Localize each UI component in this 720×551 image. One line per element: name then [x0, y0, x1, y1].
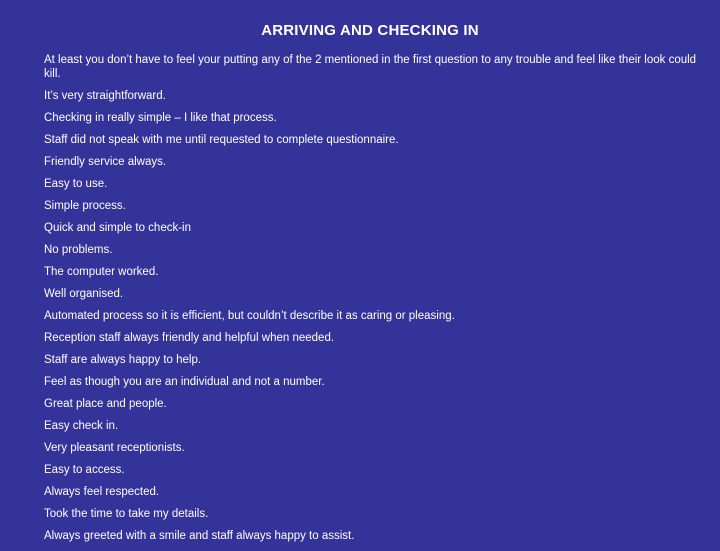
comment-item: Well organised. — [44, 288, 124, 300]
comment-item: Easy to access. — [44, 464, 125, 476]
comment-item: Always feel respected. — [44, 486, 160, 498]
comment-item: No problems. — [44, 244, 113, 256]
comment-item: Easy to use. — [44, 178, 108, 190]
comment-item: Friendly service always. — [44, 156, 167, 168]
comment-item: Always greeted with a smile and staff always happy to assist. — [44, 530, 355, 542]
comment-item: Quick and simple to check-in — [44, 222, 192, 234]
comment-item: The computer worked. — [44, 266, 159, 278]
comment-list — [44, 53, 704, 551]
comment-item: At least you don’t have to feel your putting any of the 2 mentioned in the first question to any trouble and feel like their look could kill. — [44, 54, 697, 80]
comment-item: Took the time to take my details. — [44, 508, 209, 520]
slide-title: ARRIVING AND CHECKING IN — [261, 22, 479, 39]
comment-item: Easy check in. — [44, 420, 119, 432]
comment-item: Reception staff always friendly and helpful when needed. — [44, 332, 335, 344]
comment-item: Feel as though you are an individual and not a number. — [44, 376, 325, 388]
comment-item: Staff are always happy to help. — [44, 354, 202, 366]
comment-item: Staff did not speak with me until requested to complete questionnaire. — [44, 134, 399, 146]
comment-item: It’s very straightforward. — [44, 90, 166, 102]
comment-item: Very pleasant receptionists. — [44, 442, 185, 454]
comment-item: Checking in really simple – I like that process. — [44, 112, 277, 124]
comment-item: Simple process. — [44, 200, 126, 212]
comment-item: Great place and people. — [44, 398, 167, 410]
comment-item: Automated process so it is efficient, but couldn’t describe it as caring or pleasing. — [44, 310, 455, 322]
